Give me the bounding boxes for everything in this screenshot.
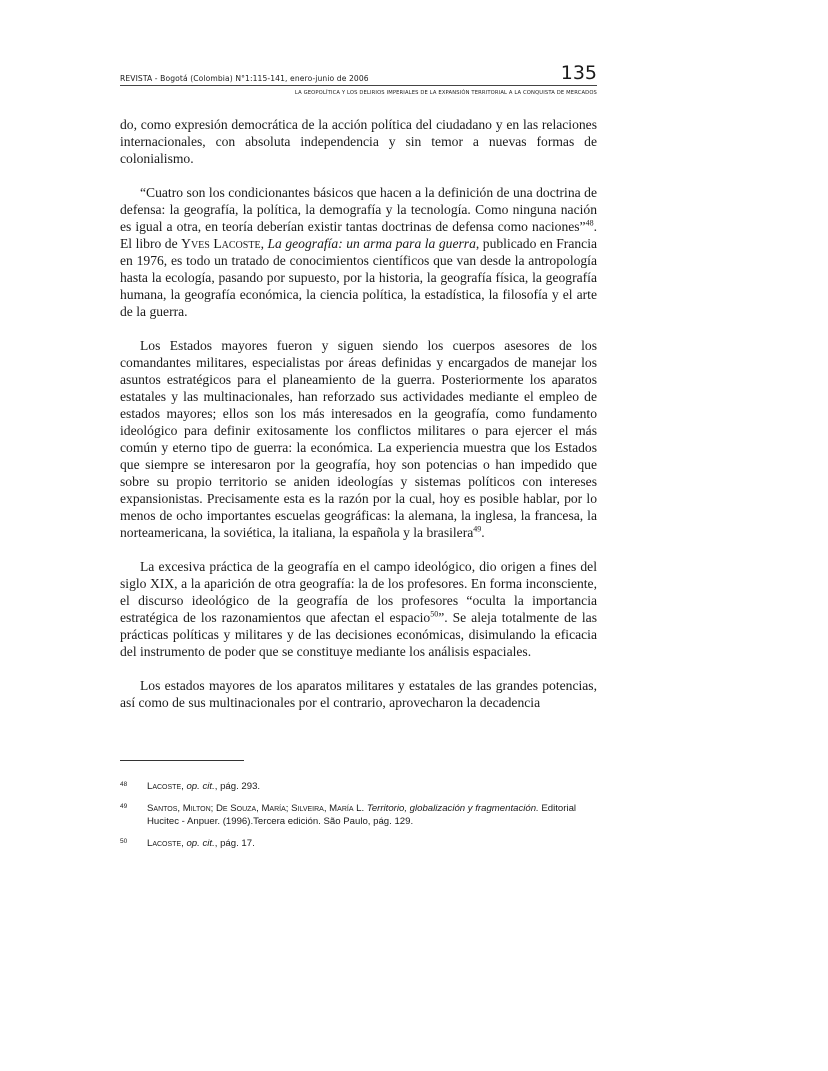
paragraph-3-end: .: [481, 525, 485, 540]
footnote-op-cit: op. cit.: [186, 781, 215, 792]
running-title: LA GEOPOLÍTICA Y LOS DELIRIOS IMPERIALES DE LA EXPANSIÓN TERRITORIAL A LA CONQUISTA DE MERCADOS: [294, 90, 597, 96]
paragraph-2-rest: , publicado en Francia en 1976, es todo un tratado de conocimientos científicos que van desde la antropología hasta la ecología, pasando por supuesto, por la historia, la geografía física, la geografía humana, la geografía económica, la ciencia política, la estadística, la filosofía y el arte de la guerra.: [120, 236, 598, 319]
footnote-page: , pág. 17.: [214, 838, 255, 849]
footnote-page: , pág. 293.: [214, 781, 261, 792]
footnote-number: 49: [120, 803, 128, 810]
footnote-title: Territorio, globalización y fragmentación.: [366, 803, 539, 814]
paragraph-3-text: Los Estados mayores fueron y siguen siendo los cuerpos asesores de los comandantes militares, especialistas por áreas definidas y encargados de manejar los asuntos estratégicos para el planeamiento de la guerra. Posteriormente los aparatos estatales y las multinacionales, han reforzado sus actividades mediante el empleo de estados mayores; ellos son los más interesados en la geografía, como fundamento ideológico para definir exitosamente los conflictos militares o para ejercer el más común y eterno tipo de guerra: la económica. La experiencia muestra que los Estados que siempre se interesaron por la geografía, hoy son potencias o han impedido que sobre su propio territorio se aniden ideologías y sistemas políticos con intereses expansionistas. Precisamente esta es la razón por la cual, hoy es posible hablar, por lo menos de ocho importantes escuelas geográficas: la alemana, la inglesa, la francesa, la norteamericana, la soviética, la italiana, la española y la brasilera: [120, 338, 597, 540]
footnote-text: [147, 802, 597, 828]
footnote-author: Lacoste: [147, 838, 182, 849]
footnote-ref-49[interactable]: 49: [473, 524, 482, 534]
footnote-author: Lacoste: [147, 781, 182, 792]
footnote-divider: [120, 760, 244, 761]
paragraph-2: [120, 184, 597, 320]
paragraph-2-quote: “Cuatro son los condicionantes básicos que hacen a la definición de una doctrina de defensa: la geografía, la política, la demografía y la tecnología. Como ninguna nación es igual a otra, en teoría deberían existir tantas doctrinas de defensa como naciones”: [120, 185, 597, 234]
footnote-text: [147, 837, 597, 850]
book-title: La geografía: un arma para la guerra: [267, 236, 476, 251]
paragraph-3: [120, 337, 597, 541]
paragraph-2-sep: ,: [260, 236, 268, 251]
footnote-op-cit: op. cit.: [186, 838, 215, 849]
footnote-publisher: Editorial Hucitec - Anpuer. (1996).Tercera edición. São Paulo, pág. 129.: [147, 803, 577, 827]
paragraph-5: Los estados mayores de los aparatos militares y estatales de las grandes potencias, así como de sus multinacionales por el contrario, aprovecharon la decadencia: [120, 678, 597, 710]
paragraph-4-text: La excesiva práctica de la geografía en el campo ideológico, dio origen a fines del siglo XIX, a la aparición de otra geografía: la de los profesores. En forma inconsciente, el discurso ideológico de la geografía de los profesores “oculta la importancia estratégica de los razonamientos que afectan el espacio: [120, 559, 597, 625]
footnote-ref-48[interactable]: 48: [585, 218, 594, 228]
paragraph-2-text: . El libro de: [120, 219, 597, 251]
page-header: [120, 64, 597, 86]
footnote-50: [120, 837, 597, 850]
body-text: [120, 116, 597, 711]
footnotes: [120, 780, 597, 859]
footnote-number: 50: [120, 838, 128, 845]
page-content: [120, 64, 597, 728]
journal-reference: REVISTA - Bogotá (Colombia) N°1:115-141, enero-junio de 2006: [120, 74, 369, 83]
paragraph-4-rest: ”. Se aleja totalmente de las prácticas políticas y militares y de las decisiones económicas, disimulando la eficacia del instrumento de poder que se constituye mediante los análisis espaciales.: [120, 610, 597, 659]
footnote-49: [120, 802, 597, 828]
footnote-sep: ,: [181, 781, 187, 792]
footnote-authors: Santos, Milton; De Souza, María; Silveira, María L.: [147, 803, 365, 814]
footnote-ref-50[interactable]: 50: [430, 609, 439, 619]
page-number: 135: [560, 62, 597, 84]
footnote-48: [120, 780, 597, 793]
paragraph-4: [120, 558, 597, 660]
author-name: Yves Lacoste: [181, 236, 261, 251]
paragraph-1: do, como expresión democrática de la acción política del ciudadano y en las relaciones internacionales, con absoluta independencia y sin temor a nuevas formas de colonialismo.: [120, 117, 597, 166]
footnote-number: 48: [120, 781, 128, 788]
footnote-text: [147, 780, 597, 793]
footnote-sep: ,: [181, 838, 187, 849]
